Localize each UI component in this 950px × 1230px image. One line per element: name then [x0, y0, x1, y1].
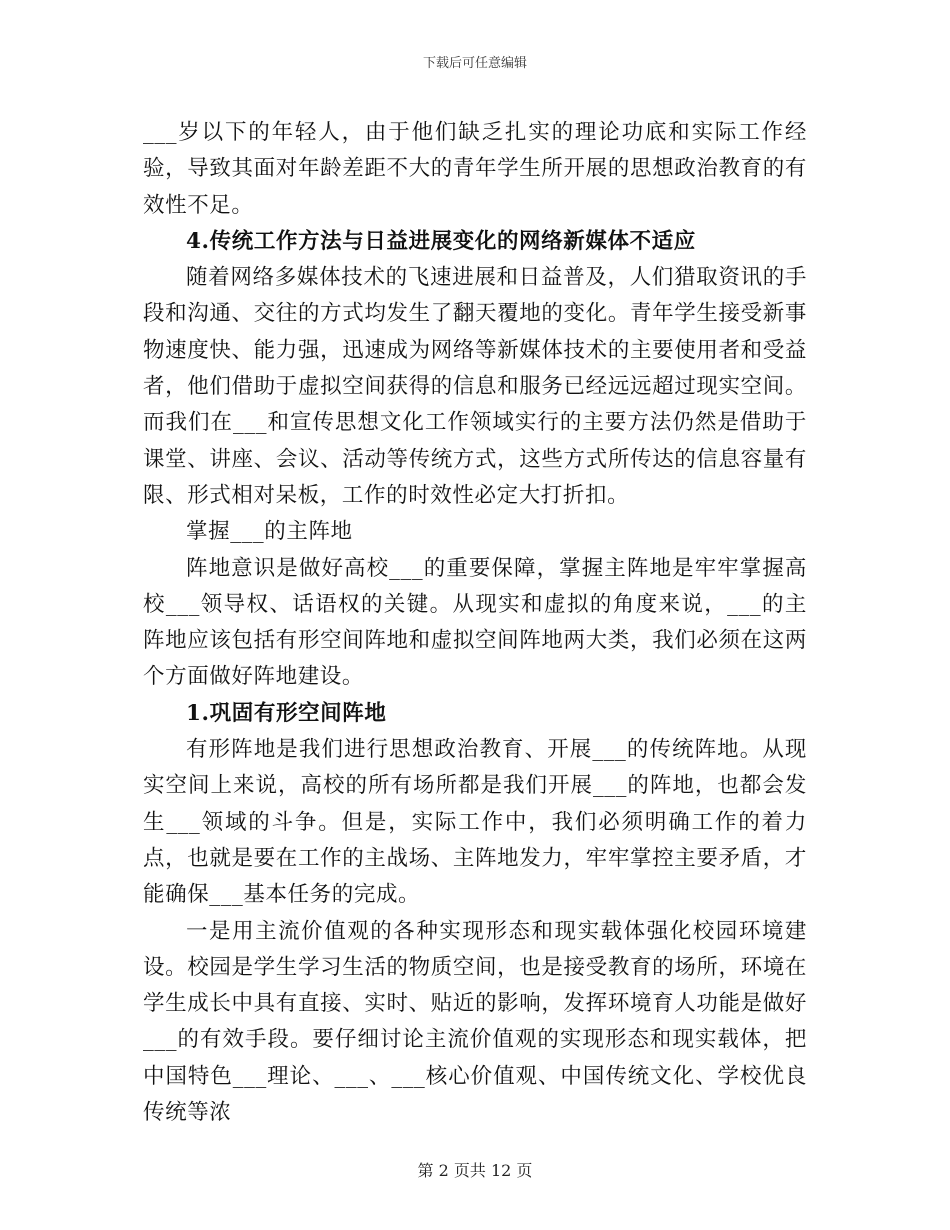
paragraph: 掌握___的主阵地 [186, 519, 353, 545]
paragraph: 随着网络多媒体技术的飞速进展和日益普及，人们猎取资讯的手段和沟通、交往的方式均发生了翻天覆地的变化。青年学生接受新事物速度快、能力强，迅速成为网络等新媒体技术的主要使用者和受益者，他们借助于虚拟空间获得的信息和服务已经远远超过现实空间。而我们在___和宣传思想文化工作领域实行的主要方法仍然是借助于课堂、讲座、会议、活动等传统方式，这些方式所传达的信息容量有限、形式相对呆板，工作的时效性必定大打折扣。 [143, 265, 807, 508]
paragraph: 一是用主流价值观的各种实现形态和现实载体强化校园环境建设。校园是学生学习生活的物质空间，也是接受教育的场所，环境在学生成长中具有直接、实时、贴近的影响，发挥环境育人功能是做好___的有效手段。要仔细讨论主流价值观的实现形态和现实载体，把中国特色___理论、___、___核心价值观、中国传统文化、学校优良传统等浓 [143, 918, 807, 1126]
section-heading: 1.巩固有形空间阵地 [186, 700, 387, 726]
page-header-note: 下载后可任意编辑 [422, 56, 527, 71]
paragraph: 有形阵地是我们进行思想政治教育、开展___的传统阵地。从现实空间上来说，高校的所有场所都是我们开展___的阵地，也都会发生___领域的斗争。但是，实际工作中，我们必须明确工作的着力点，也就是要在工作的主战场、主阵地发力，牢牢掌控主要矛盾，才能确保___基本任务的完成。 [143, 737, 807, 908]
paragraph: 阵地意识是做好高校___的重要保障，掌握主阵地是牢牢掌握高校___领导权、话语权的关键。从现实和虚拟的角度来说，___的主阵地应该包括有形空间阵地和虚拟空间阵地两大类，我们必须在这两个方面做好阵地建设。 [143, 555, 807, 690]
document-body [143, 115, 807, 1131]
paragraph: ___岁以下的年轻人，由于他们缺乏扎实的理论功底和实际工作经验，导致其面对年龄差距不大的青年学生所开展的思想政治教育的有效性不足。 [143, 120, 807, 218]
section-heading: 4.传统工作方法与日益进展变化的网络新媒体不适应 [186, 228, 696, 254]
page-footer-page-number: 第 2 页共 12 页 [417, 1161, 533, 1180]
